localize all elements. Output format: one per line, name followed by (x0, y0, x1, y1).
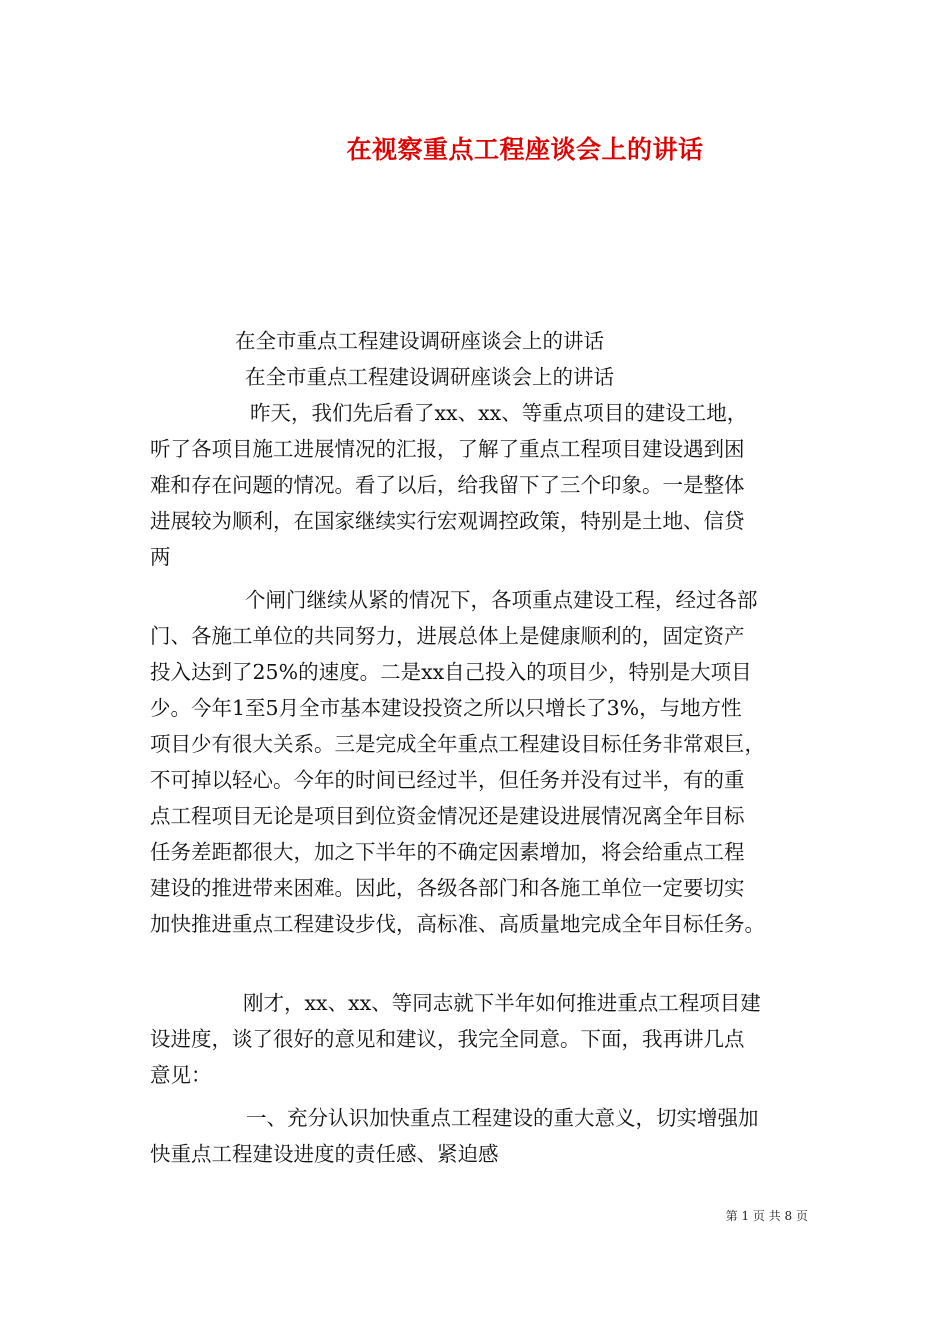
paragraph-line: 建设的推进带来困难。因此，各级各部门和各施工单位一定要切实 (150, 876, 745, 900)
paragraph-line: 两 (150, 545, 171, 569)
paragraph-line: 门、各施工单位的共同努力，进展总体上是健康顺利的，固定资产 (150, 624, 745, 648)
paragraph-line: 不可掉以轻心。今年的时间已经过半，但任务并没有过半，有的重 (150, 768, 745, 792)
paragraph-line: 设进度，谈了很好的意见和建议，我完全同意。下面，我再讲几点 (150, 1027, 745, 1051)
paragraph-line: 听了各项目施工进展情况的汇报，了解了重点工程项目建设遇到困 (150, 437, 745, 461)
paragraph-line: 刚才，xx、xx、等同志就下半年如何推进重点工程项目建 (243, 991, 761, 1015)
subtitle-line: 在全市重点工程建设调研座谈会上的讲话 (245, 365, 614, 389)
paragraph-line: 意见： (150, 1063, 212, 1087)
paragraph-line: 个闸门继续从紧的情况下，各项重点建设工程，经过各部 (245, 588, 758, 612)
paragraph-line: 昨天，我们先后看了xx、xx、等重点项目的建设工地， (250, 401, 748, 425)
paragraph-line: 进展较为顺利，在国家继续实行宏观调控政策，特别是土地、信贷 (150, 509, 745, 533)
paragraph-line: 加快推进重点工程建设步伐，高标准、高质量地完成全年目标任务。 (150, 912, 765, 936)
paragraph-line: 少。今年1至5月全市基本建设投资之所以只增长了3%，与地方性 (150, 696, 742, 720)
subtitle-line: 在全市重点工程建设调研座谈会上的讲话 (235, 329, 604, 353)
paragraph-line: 点工程项目无论是项目到位资金情况还是建设进展情况离全年目标 (150, 804, 745, 828)
section-heading-line: 一、充分认识加快重点工程建设的重大意义，切实增强加 (246, 1106, 759, 1130)
document-title: 在视察重点工程座谈会上的讲话 (346, 135, 704, 164)
paragraph-line: 项目少有很大关系。三是完成全年重点工程建设目标任务非常艰巨， (150, 732, 765, 756)
section-heading-line: 快重点工程建设进度的责任感、紧迫感 (150, 1142, 499, 1166)
page-number: 第 1 页 共 8 页 (725, 1209, 808, 1223)
paragraph-line: 难和存在问题的情况。看了以后，给我留下了三个印象。一是整体 (150, 473, 745, 497)
paragraph-line: 任务差距都很大，加之下半年的不确定因素增加，将会给重点工程 (150, 840, 745, 864)
paragraph-line: 投入达到了25%的速度。二是xx自己投入的项目少，特别是大项目 (150, 660, 752, 684)
